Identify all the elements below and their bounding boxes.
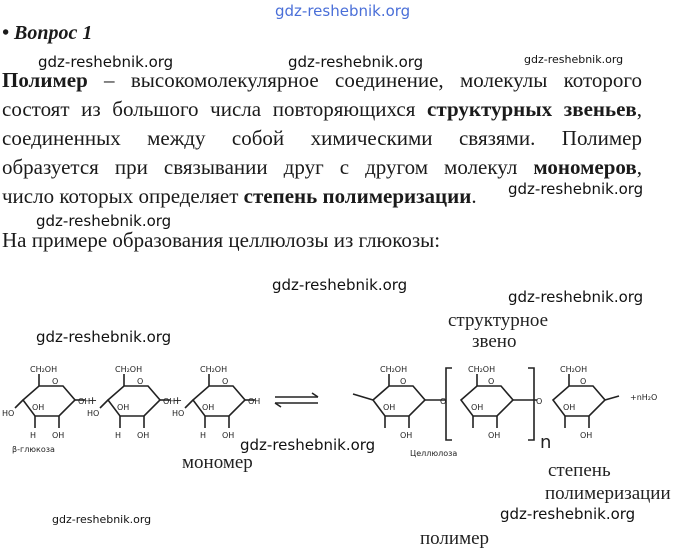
plus-sign: + (88, 394, 98, 407)
atom-label: OH (222, 431, 235, 440)
atom-label: CH₂OH (380, 365, 408, 374)
paragraph-line-3: соединенных между собой химическими связями. Полимер (2, 126, 642, 150)
atom-label: OH (202, 403, 215, 412)
watermark: gdz-reshebnik.org (500, 505, 636, 523)
text-span: , (636, 97, 643, 121)
atom-label: OH (400, 431, 413, 440)
atom-label: CH₂OH (200, 365, 228, 374)
atom-label: CH₂OH (115, 365, 143, 374)
atom-label: O (137, 377, 144, 386)
cellulose-formation-diagram (0, 360, 694, 460)
atom-label: O (400, 377, 407, 386)
watermark: gdz-reshebnik.org (36, 328, 172, 346)
beta-glucose-caption: β-глюкоза (12, 445, 55, 454)
question-heading: • Вопрос 1 (2, 22, 93, 44)
text-span: число которых определяет (2, 184, 244, 208)
atom-label: OH (471, 403, 484, 412)
glucose-ring (15, 374, 85, 428)
watermark: gdz-reshebnik.org (38, 53, 174, 71)
watermark: gdz-reshebnik.org (36, 212, 172, 230)
reaction-drawing (15, 368, 619, 440)
atom-label: O (52, 377, 59, 386)
atom-label: O (222, 377, 229, 386)
atom-label: OH (137, 431, 150, 440)
watermark: gdz-reshebnik.org (288, 53, 424, 71)
atom-label: OH (488, 431, 501, 440)
watermark: gdz-reshebnik.org (508, 288, 644, 306)
label-degree-2: полимеризации (545, 483, 671, 504)
watermark: gdz-reshebnik.org (52, 513, 152, 526)
atom-label: OH (52, 431, 65, 440)
text-span: состоят из большого числа повторяющихся (2, 97, 428, 121)
subscript-n: n (540, 432, 552, 453)
cellulose-ring (353, 374, 445, 428)
watermark: gdz-reshebnik.org (508, 180, 644, 198)
text-span: . (471, 184, 477, 208)
atom-label: HO (172, 409, 185, 418)
water-label: +nH₂O (630, 393, 658, 402)
atom-label: CH₂OH (560, 365, 588, 374)
watermark: gdz-reshebnik.org (240, 436, 376, 454)
atom-label: OH (580, 431, 593, 440)
watermark: gdz-reshebnik.org (524, 53, 624, 66)
term-structural-units: структурных звеньев (427, 97, 637, 121)
cellulose-caption: Целлюлоза (410, 449, 458, 458)
atom-label: H (30, 431, 37, 440)
atom-label: CH₂OH (468, 365, 496, 374)
paragraph-line-2 (2, 95, 642, 124)
atom-label: HO (87, 409, 100, 418)
cellulose-ring (461, 374, 537, 428)
term-polymer: Полимер (2, 68, 88, 92)
atom-label: OH (248, 397, 261, 406)
atom-label: OH (32, 403, 45, 412)
atom-label: CH₂OH (30, 365, 58, 374)
atom-label: H (200, 431, 207, 440)
glucose-ring (100, 374, 170, 428)
atom-label: OH (163, 397, 176, 406)
atom-label: O (536, 397, 543, 406)
atom-label: O (440, 397, 447, 406)
watermark: gdz-reshebnik.org (272, 276, 408, 294)
text-span: – высокомолекулярное соединение, молекулы которого (87, 68, 642, 92)
term-degree-polymerization: степень полимеризации (243, 184, 472, 208)
label-structural-unit-2: звено (472, 331, 517, 352)
watermark-top: gdz-reshebnik.org (275, 2, 411, 20)
atom-label: OH (78, 397, 91, 406)
label-structural-unit-1: структурное (448, 310, 549, 331)
atom-label: OH (117, 403, 130, 412)
term-monomers: мономеров (533, 155, 637, 179)
glucose-ring (185, 374, 255, 428)
label-polymer: полимер (420, 528, 490, 549)
atom-label: HO (2, 409, 15, 418)
paragraph-line-5 (2, 182, 522, 211)
atom-label: O (580, 377, 587, 386)
intro-line: На примере образования целлюлозы из глюкозы: (2, 228, 441, 252)
label-degree-1: степень (548, 460, 611, 481)
atom-label: OH (383, 403, 396, 412)
bracket-right (528, 368, 534, 440)
paragraph-line-4 (2, 153, 642, 182)
label-monomer: мономер (182, 452, 253, 473)
bracket-left (446, 368, 452, 440)
atom-label: H (115, 431, 122, 440)
text-span: , (636, 155, 642, 179)
atom-label: OH (563, 403, 576, 412)
text-span: образуется при связывании друг с другом молекул (2, 155, 534, 179)
plus-sign: + (173, 394, 183, 407)
paragraph-line-1 (2, 66, 642, 95)
atom-label: O (488, 377, 495, 386)
